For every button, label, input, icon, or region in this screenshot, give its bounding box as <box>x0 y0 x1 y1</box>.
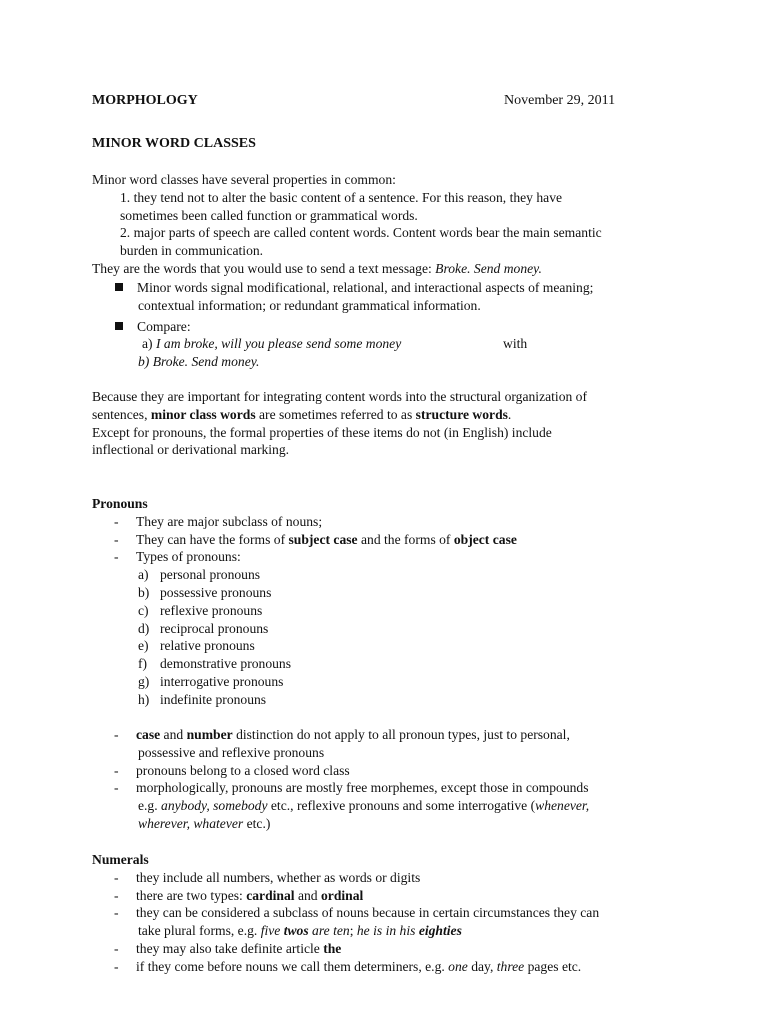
para-line: Because they are important for integrating content words into the structural organization of <box>92 389 588 404</box>
dash-example: wherever, whatever <box>138 815 244 831</box>
dash-text: take plural forms, e.g. <box>138 923 261 939</box>
dash-item <box>92 958 682 976</box>
para-line: Except for pronouns, the formal properties of these items do not (in English) include <box>92 424 552 440</box>
dash-marker: - <box>114 531 119 547</box>
section-title: MINOR WORD CLASSES <box>92 136 256 151</box>
dash-text: e.g. <box>138 798 162 814</box>
intro-line: sometimes been called function or grammatical words. <box>120 207 418 223</box>
dash-marker: - <box>114 727 119 742</box>
pronoun-type-label: a) <box>138 567 149 583</box>
dash-example: are ten <box>308 923 350 939</box>
dash-item <box>92 779 682 797</box>
dash-term: ordinal <box>321 887 364 903</box>
dash-cont <box>92 815 682 833</box>
dash-term: the <box>323 940 342 956</box>
compare-b-text: b) Broke. Send money. <box>138 354 260 370</box>
dash-text: there are two types: <box>136 887 247 903</box>
document-date: November 29, 2011 <box>504 93 616 108</box>
dash-example: five <box>260 923 284 939</box>
pronoun-type-item <box>92 584 682 602</box>
dash-marker: - <box>114 905 119 921</box>
pronoun-type-label: h) <box>138 691 150 707</box>
dash-term: case <box>136 727 161 742</box>
dash-marker: - <box>114 940 119 956</box>
dash-text: They can have the forms of <box>136 531 289 547</box>
dash-marker: - <box>114 780 119 796</box>
dash-text: Types of pronouns: <box>136 549 241 565</box>
pronoun-type-item <box>92 620 682 638</box>
dash-marker: - <box>114 887 119 903</box>
pronoun-types-list <box>92 566 682 708</box>
dash-text: day, <box>467 958 497 974</box>
dash-text: They are major subclass of nouns; <box>136 513 323 529</box>
numerals-heading: Numerals <box>92 852 149 867</box>
dash-item <box>92 887 682 905</box>
dash-cont <box>92 797 682 815</box>
bullet-list <box>92 279 682 371</box>
dash-text: distinction do not apply to all pronoun types, just to personal, <box>232 727 570 742</box>
dash-marker: - <box>114 958 119 974</box>
pronoun-type-label: b) <box>138 584 150 600</box>
dash-item <box>92 904 682 922</box>
square-bullet-icon <box>115 322 123 330</box>
pronoun-type-text: indefinite pronouns <box>160 691 267 707</box>
intro-text: They are the words that you would use to send a text message: <box>92 260 436 276</box>
intro-line: 1. they tend not to alter the basic content of a sentence. For this reason, they have <box>120 189 563 205</box>
compare-with: with <box>503 336 528 352</box>
bullet-item <box>92 279 682 297</box>
pronoun-type-item <box>92 566 682 584</box>
para-line <box>92 406 682 424</box>
para-term: minor class words <box>150 406 256 422</box>
para-term: structure words <box>415 406 508 422</box>
dash-text: if they come before nouns we call them determiners, e.g. <box>136 958 449 974</box>
bullet-text: Compare: <box>137 318 191 334</box>
compare-a <box>92 335 682 353</box>
bullet-text: Minor words signal modificational, relational, and interactional aspects of meaning; <box>137 280 594 295</box>
dash-text: ; <box>349 923 357 939</box>
compare-a-text: I am broke, will you please send some money <box>155 336 402 352</box>
dash-text: etc.) <box>243 815 271 831</box>
pronoun-type-label: g) <box>138 673 150 689</box>
pronoun-type-text: interrogative pronouns <box>160 673 284 689</box>
dash-term: cardinal <box>246 887 295 903</box>
dash-text: etc., reflexive pronouns and some interrogative ( <box>267 798 536 814</box>
pronouns-heading: Pronouns <box>92 496 148 511</box>
pronouns-notes <box>92 726 682 833</box>
pronoun-type-text: demonstrative pronouns <box>160 656 292 672</box>
dash-marker: - <box>114 513 119 529</box>
dash-example: anybody, somebody <box>161 798 268 814</box>
dash-text: and <box>294 887 321 903</box>
pronoun-type-item <box>92 602 682 620</box>
intro-line: burden in communication. <box>120 243 264 259</box>
dash-text: morphologically, pronouns are mostly free morphemes, except those in compounds <box>136 780 589 796</box>
para-line: inflectional or derivational marking. <box>92 442 290 458</box>
intro-line: Minor word classes have several properties in common: <box>92 172 396 187</box>
dash-term: number <box>186 727 233 742</box>
dash-marker: - <box>114 549 119 565</box>
compare-b <box>92 353 682 371</box>
dash-item <box>92 869 682 887</box>
compare-a-label: a) <box>142 336 156 352</box>
pronoun-type-label: e) <box>138 638 149 654</box>
dash-cont <box>92 922 682 940</box>
dash-example: whenever, <box>535 798 590 814</box>
dash-marker: - <box>114 762 119 778</box>
pronoun-type-item <box>92 673 682 691</box>
para-text: sentences, <box>92 406 151 422</box>
dash-example: three <box>496 958 525 974</box>
dash-item <box>92 513 682 531</box>
pronoun-type-item <box>92 691 682 709</box>
document-title: MORPHOLOGY <box>92 93 198 108</box>
dash-example-bold: eighties <box>418 923 462 939</box>
dash-text: possessive and reflexive pronouns <box>138 744 325 760</box>
pronoun-type-label: d) <box>138 620 150 636</box>
dash-item <box>92 548 682 566</box>
dash-text: they may also take definite article <box>136 940 324 956</box>
pronoun-type-item <box>92 637 682 655</box>
pronoun-type-text: reflexive pronouns <box>160 602 263 618</box>
numerals-section <box>92 851 682 976</box>
square-bullet-icon <box>115 283 123 291</box>
dash-example-bold: twos <box>283 923 309 939</box>
bullet-text: contextual information; or redundant grammatical information. <box>138 297 481 313</box>
pronoun-type-text: relative pronouns <box>160 638 255 654</box>
dash-example: he is in his <box>356 923 419 939</box>
dash-text: pronouns belong to a closed word class <box>136 762 350 778</box>
dash-item <box>92 531 682 549</box>
intro-block <box>92 171 682 278</box>
intro-line <box>92 260 682 278</box>
pronoun-type-text: possessive pronouns <box>160 584 272 600</box>
pronouns-section <box>92 495 682 709</box>
para-text: are sometimes referred to as <box>255 406 416 422</box>
dash-item <box>92 940 682 958</box>
pronoun-type-label: f) <box>138 656 148 672</box>
dash-marker: - <box>114 869 119 885</box>
pronoun-type-label: c) <box>138 602 149 618</box>
bullet-item <box>92 318 682 336</box>
dash-example: one <box>448 958 468 974</box>
intro-example: Broke. Send money. <box>435 260 542 276</box>
dash-term: subject case <box>288 531 358 547</box>
paragraph <box>92 388 682 459</box>
dash-text: they include all numbers, whether as words or digits <box>136 869 421 885</box>
dash-text: and <box>160 727 187 742</box>
dash-text: pages etc. <box>524 958 582 974</box>
dash-text: they can be considered a subclass of nouns because in certain circumstances they can <box>136 905 600 921</box>
pronoun-type-item <box>92 655 682 673</box>
pronoun-type-text: personal pronouns <box>160 567 261 583</box>
pronoun-type-text: reciprocal pronouns <box>160 620 269 636</box>
dash-text: and the forms of <box>357 531 454 547</box>
dash-item <box>92 762 682 780</box>
dash-item <box>92 726 682 744</box>
para-text: . <box>507 406 512 422</box>
dash-term: object case <box>453 531 517 547</box>
intro-line: 2. major parts of speech are called content words. Content words bear the main semantic <box>120 225 602 241</box>
